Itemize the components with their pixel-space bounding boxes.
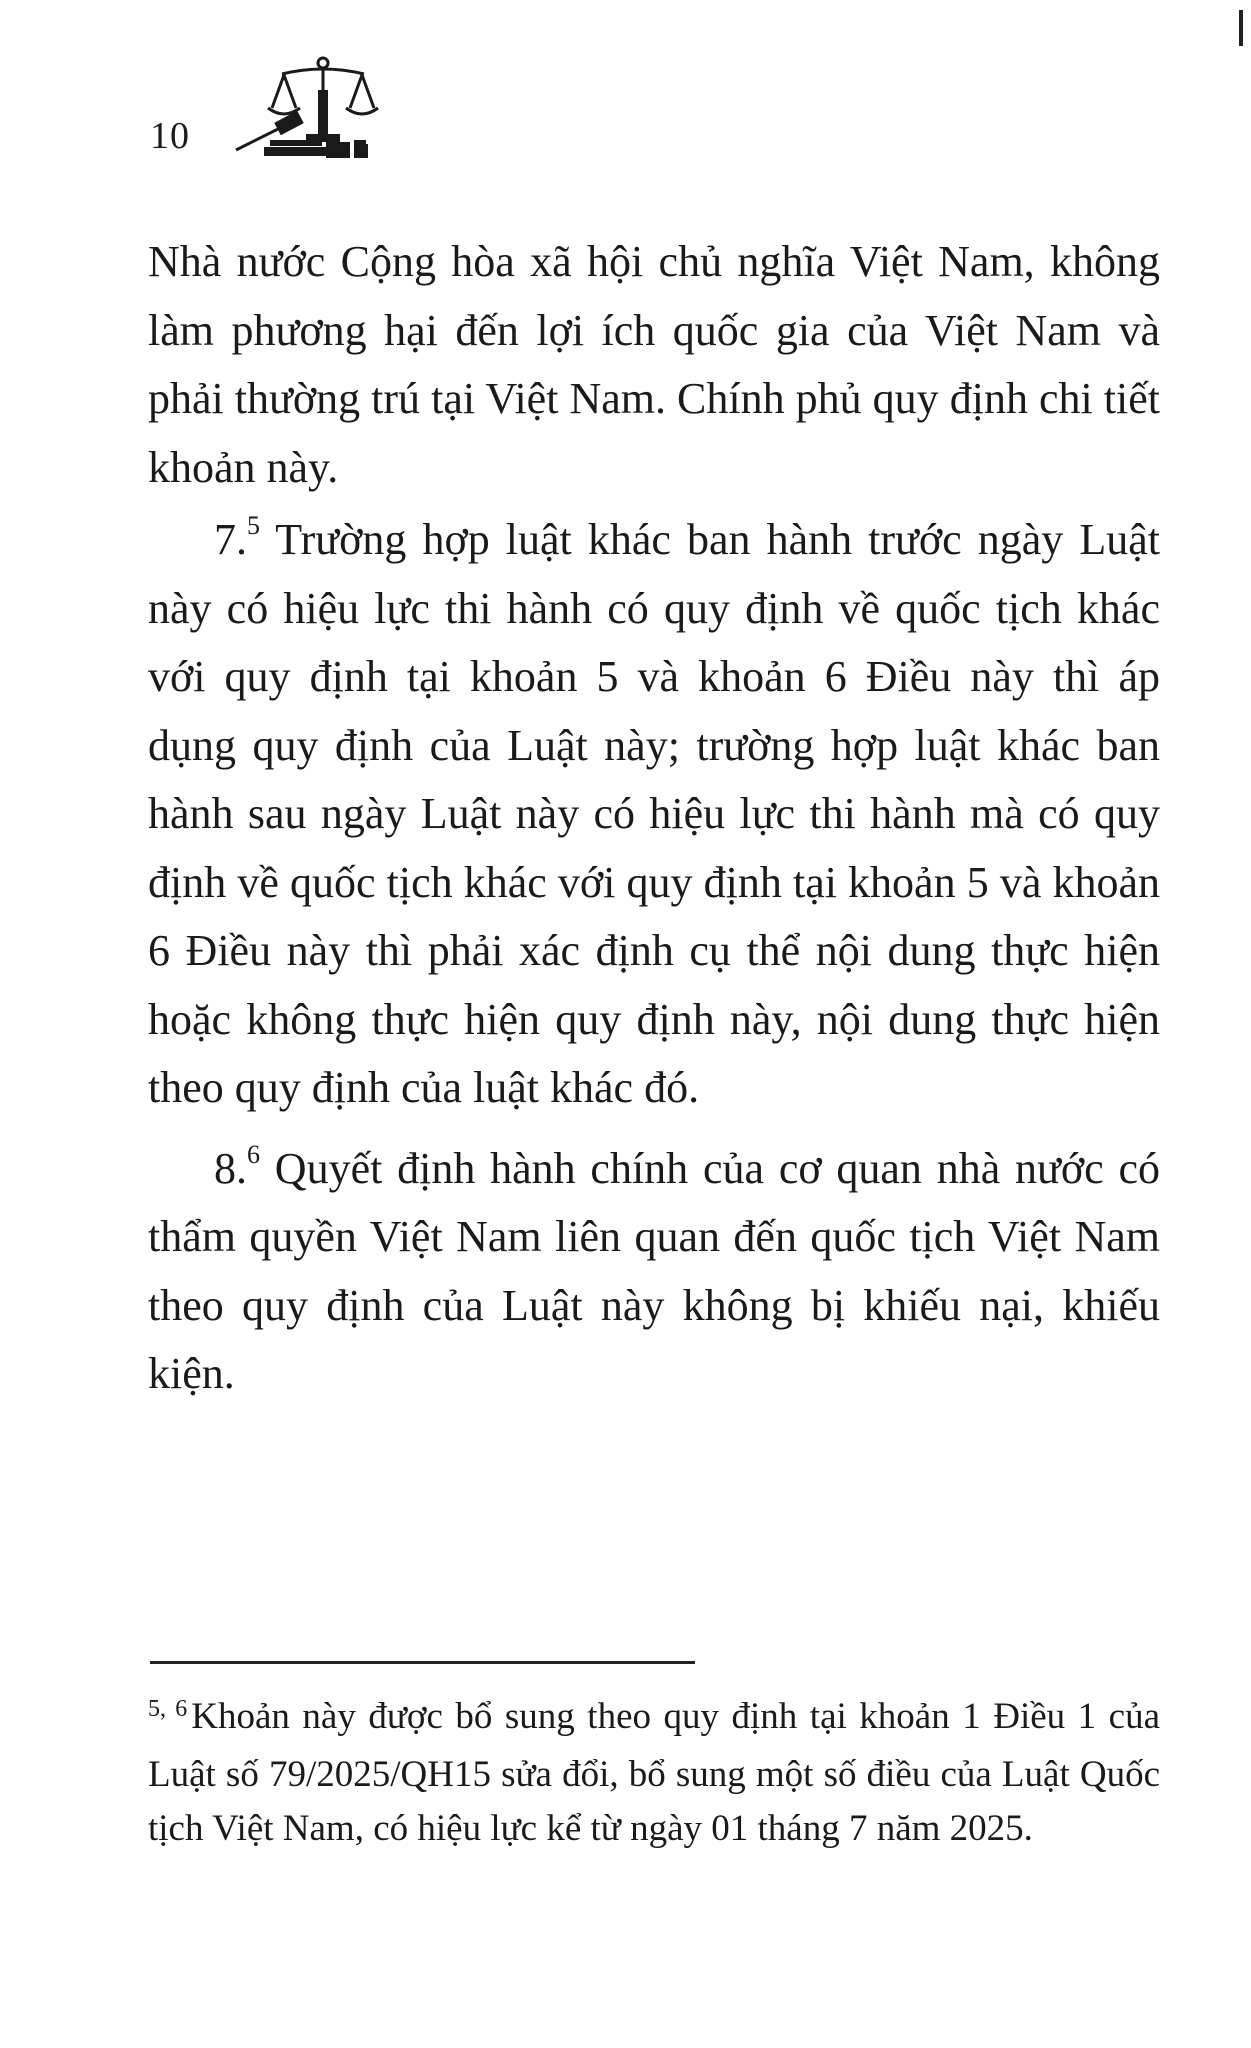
running-head	[150, 100, 410, 170]
paragraph-8-text: Quyết định hành chính của cơ quan nhà nước có thẩm quyền Việt Nam liên quan đến quốc tịch Việt Nam theo quy định của Luật này không bị khiếu nại, khiếu kiện.	[148, 1143, 1160, 1398]
footnote-ref-5[interactable]: 5	[247, 511, 260, 541]
scan-edge-mark	[1239, 10, 1243, 46]
item-number-7: 7.	[214, 515, 247, 564]
item-number-8: 8.	[214, 1143, 247, 1193]
footnote-text: Khoản này được bổ sung theo quy định tại khoản 1 Điều 1 của Luật số 79/2025/QH15 sửa đổi, bổ sung một số điều của Luật Quốc tịch Việt Nam, có hiệu lực kể từ ngày 01 tháng 7 năm 2025.	[148, 1696, 1160, 1849]
footnote	[148, 1690, 1160, 1856]
footnote-separator	[150, 1661, 695, 1664]
footnote-ref-6[interactable]: 6	[247, 1139, 260, 1169]
body-text	[148, 228, 1160, 1409]
paragraph-7-text: Trường hợp luật khác ban hành trước ngày Luật này có hiệu lực thi hành có quy định về quốc tịch khác với quy định tại khoản 5 và khoản 6 Điều này thì áp dụng quy định của Luật này; trường hợp luật khác ban hành sau ngày Luật này có hiệu lực thi hành mà có quy định về quốc tịch khác với quy định tại khoản 5 và khoản 6 Điều này thì phải xác định cụ thể nội dung thực hiện hoặc không thực hiện quy định này, nội dung thực hiện theo quy định của luật khác đó.	[148, 515, 1160, 1112]
page-number: 10	[150, 115, 190, 157]
footnote-markers: 5, 6	[148, 1696, 188, 1722]
paragraph-continued: Nhà nước Cộng hòa xã hội chủ nghĩa Việt Nam, không làm phương hại đến lợi ích quốc gia của Việt Nam và phải thường trú tại Việt Nam. Chính phủ quy định chi tiết khoản này.	[148, 237, 1160, 492]
scales-of-justice-gavel-icon	[222, 50, 412, 160]
paragraph-8	[148, 1135, 1160, 1409]
paragraph-7	[148, 506, 1160, 1123]
